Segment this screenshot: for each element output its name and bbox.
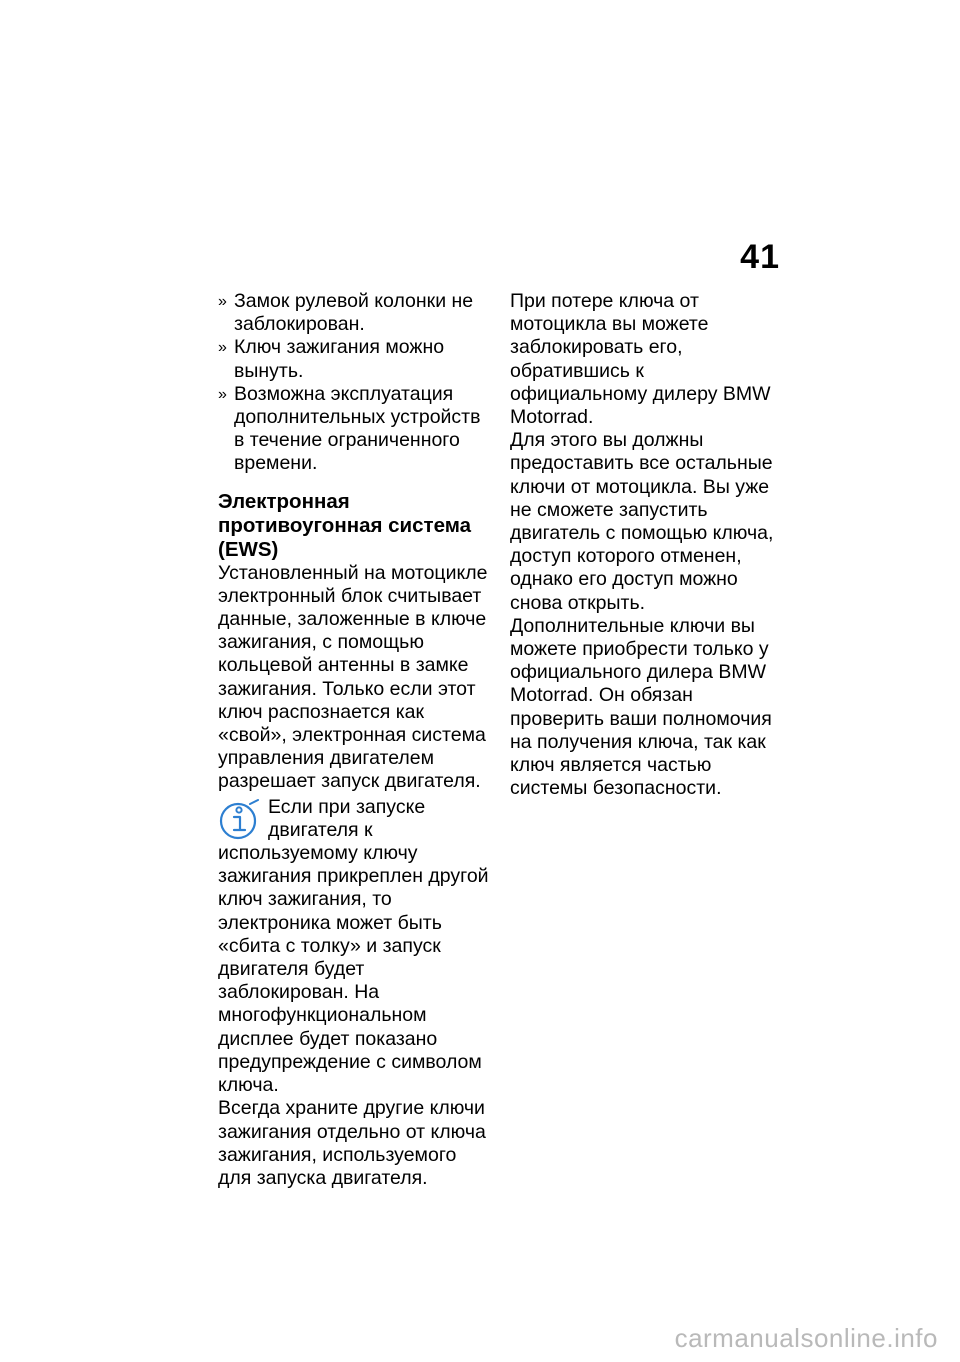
info-icon <box>218 798 264 842</box>
extra-keys-paragraph: Дополнительные ключи вы можете приобрести только у официального дилера BMW Motorrad. Он обязан проверить ваши полномочия на получения ключа, так как ключ является частью системы безопасности. <box>510 614 772 800</box>
list-item <box>218 336 490 382</box>
list-item <box>218 383 490 476</box>
page-number: 41 <box>740 238 780 276</box>
list-item-text: Замок рулевой колонки не заблокирован. <box>234 290 474 336</box>
list-item-text: Ключ зажигания можно вынуть. <box>234 336 445 382</box>
right-column <box>510 290 782 800</box>
lost-key-paragraph: При потере ключа от мотоцикла вы можете заблокировать его, обратившись к официальному дилеру BMW Motorrad. <box>510 290 771 429</box>
list-item <box>218 290 490 336</box>
bullet-marker: » <box>218 293 227 310</box>
list-item-text: Возможна эксплуатация дополнительных устройств в течение ограниченного времени. <box>234 382 481 475</box>
section-heading-ews: Электронная противоугонная система (EWS) <box>218 489 472 561</box>
info-note <box>218 796 490 1098</box>
bullet-marker: » <box>218 339 227 357</box>
watermark: carmanualsonline.info <box>674 1323 938 1353</box>
left-column <box>218 290 490 1190</box>
status-bullet-list <box>218 290 490 476</box>
key-storage-advice: Всегда храните другие ключи зажигания отдельно от ключа зажигания, используемого для запуска двигателя. <box>218 1097 486 1189</box>
ews-description: Установленный на мотоцикле электронный блок считывает данные, заложенные в ключе зажигания, с помощью кольцевой антенны в замке зажигания. Только если этот ключ распознается как «свой», электронная система управления двигателем разрешает запуск двигателя. <box>218 561 488 793</box>
bullet-marker: » <box>218 385 227 403</box>
note-text: Если при запуске двигателя к используемому ключу зажигания прикреплен другой ключ зажигания, то электроника может быть «сбита с толку» и запуск двигателя будет заблокирован. На многофункциональном дисплее будет показано предупреждение с символом ключа. <box>218 795 489 1097</box>
block-key-paragraph: Для этого вы должны предоставить все остальные ключи от мотоцикла. Вы уже не сможете запустить двигатель с помощью ключа, доступ которого отменен, однако его доступ можно снова открыть. <box>510 429 774 614</box>
